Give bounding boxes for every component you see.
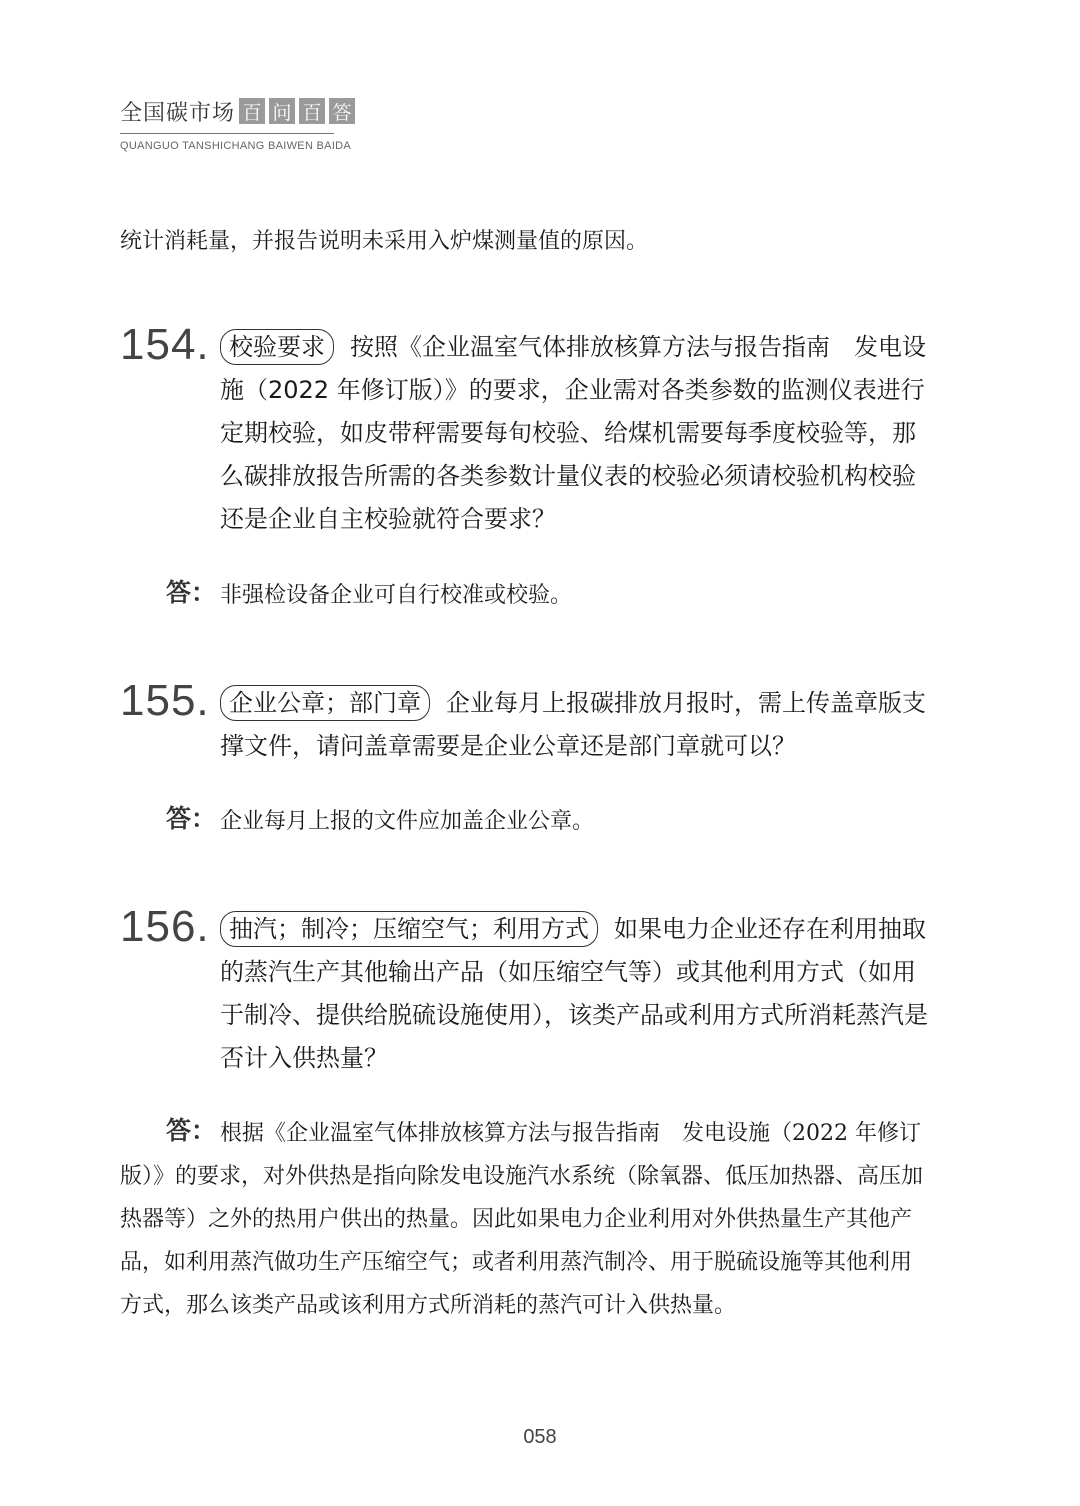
question-text: 企业每月上报碳排放月报时，需上传盖章版支撑文件，请问盖章需要是企业公章还是部门章就可以？ bbox=[220, 689, 926, 760]
answer-label: 答： bbox=[166, 578, 217, 607]
question-text-block bbox=[220, 908, 932, 1080]
question-text: 如果电力企业还存在利用抽取的蒸汽生产其他输出产品（如压缩空气等）或其他利用方式（如用于制冷、提供给脱硫设施使用），该类产品或利用方式所消耗蒸汽是否计入供热量？ bbox=[220, 915, 928, 1072]
keyword-badge: 校验要求 bbox=[220, 329, 334, 365]
answer-text: 企业每月上报的文件应加盖企业公章。 bbox=[220, 809, 595, 834]
answer-label: 答： bbox=[166, 1116, 217, 1145]
header-title-box: 答 bbox=[329, 98, 355, 124]
keyword-badge: 企业公章；部门章 bbox=[220, 685, 430, 721]
question-text-block bbox=[220, 682, 932, 768]
question-number: 154. bbox=[120, 320, 210, 369]
header-title-main: 全国碳市场 bbox=[120, 100, 236, 126]
header-title bbox=[120, 96, 355, 126]
header-title-box: 问 bbox=[269, 98, 295, 124]
question-number: 155. bbox=[120, 676, 210, 725]
header-divider bbox=[120, 133, 334, 134]
answer-text: 非强检设备企业可自行校准或校验。 bbox=[220, 583, 573, 608]
keyword-badge: 抽汽；制冷；压缩空气；利用方式 bbox=[220, 911, 598, 947]
header-title-box: 百 bbox=[299, 98, 325, 124]
answer-156 bbox=[120, 1112, 932, 1327]
answer-text: 根据《企业温室气体排放核算方法与报告指南 发电设施（2022 年修订版）》的要求，对外供热是指向除发电设施汽水系统（除氧器、低压加热器、高压加热器等）之外的热用户供出的热量。因此如果电力企业利用对外供热量生产其他产品，如利用蒸汽做功生产压缩空气；或者利用蒸汽制冷、用于脱硫设施等其他利用方式，那么该类产品或该利用方式所消耗的蒸汽可计入供热量。 bbox=[120, 1121, 924, 1318]
answer-label: 答： bbox=[166, 804, 217, 833]
running-header bbox=[120, 96, 355, 152]
question-text: 按照《企业温室气体排放核算方法与报告指南 发电设施（2022 年修订版）》的要求，企业需对各类参数的监测仪表进行定期校验，如皮带秤需要每旬校验、给煤机需要每季度校验等，那么碳排放报告所需的各类参数计量仪表的校验必须请校验机构校验还是企业自主校验就符合要求？ bbox=[220, 333, 926, 533]
header-title-box: 百 bbox=[239, 98, 265, 124]
page-number: 058 bbox=[523, 1426, 557, 1448]
header-subtitle: QUANGUO TANSHICHANG BAIWEN BAIDA bbox=[120, 140, 352, 152]
question-text-block bbox=[220, 326, 932, 541]
question-number: 156. bbox=[120, 902, 210, 951]
continuation-paragraph: 统计消耗量，并报告说明未采用入炉煤测量值的原因。 bbox=[120, 229, 649, 254]
